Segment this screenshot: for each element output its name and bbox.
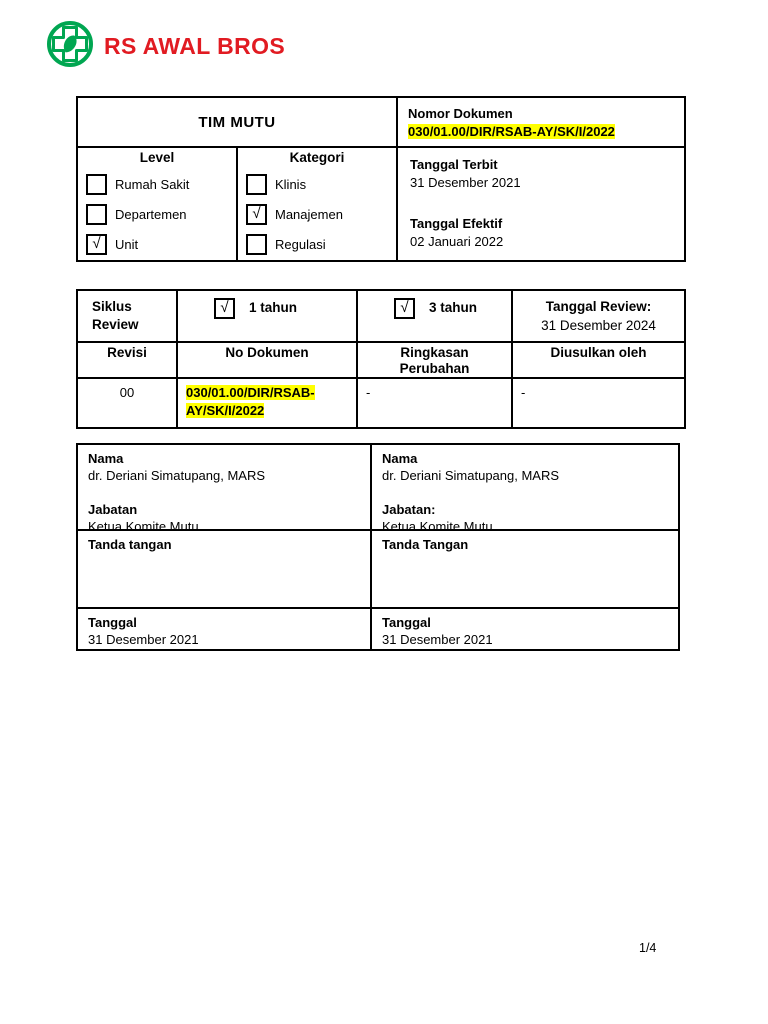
kategori-option-regulasi [246, 234, 396, 255]
hospital-logo-icon [46, 20, 94, 73]
checkbox-label: 1 tahun [249, 300, 298, 315]
departemen-checkbox [86, 204, 107, 225]
page-number: 1/4 [639, 941, 657, 955]
document-title: TIM MUTU [78, 98, 398, 148]
signature-right-cell [372, 531, 678, 609]
tanggal-value: 31 Desember 2021 [88, 632, 199, 648]
table-row-ringkasan: - [358, 379, 513, 427]
level-option-unit [86, 234, 236, 255]
unit-checkbox [86, 234, 107, 255]
nama-value: dr. Deriani Simatupang, MARS [88, 468, 266, 484]
nomor-dokumen-value: 030/01.00/DIR/RSAB-AY/SK/I/2022 [408, 124, 615, 140]
kategori-label: Kategori [289, 150, 345, 165]
jabatan-value: Ketua Komite Mutu [88, 519, 199, 535]
review-period-1-tahun [178, 291, 358, 343]
tanggal-review-value: 31 Desember 2024 [541, 317, 656, 333]
column-header-revisi: Revisi [78, 343, 178, 379]
table-row-revisi: 00 [78, 379, 178, 427]
checkbox-label: 3 tahun [429, 300, 478, 315]
column-header-ringkasan-perubahan: Ringkasan Perubahan [358, 343, 513, 379]
signature-left-cell [78, 531, 372, 609]
spacer [410, 191, 672, 215]
checkmark: √ [92, 235, 101, 252]
spacer [88, 484, 360, 501]
date-left-cell [78, 609, 372, 649]
nomor-dokumen-label: Nomor Dokumen [408, 106, 513, 121]
no-dokumen-highlighted-value: 030/01.00/DIR/RSAB-AY/SK/I/2022 [186, 385, 315, 418]
approver-right-identity [372, 445, 678, 535]
column-header-no-dokumen: No Dokumen [178, 343, 358, 379]
tanggal-efektif-label: Tanggal Efektif [410, 216, 503, 232]
kategori-option-klinis [246, 174, 396, 195]
nama-label: Nama [88, 451, 124, 466]
siklus-review-label: Siklus Review [78, 291, 178, 343]
brand-name: RS AWAL BROS [104, 33, 286, 59]
approver-left-identity [78, 445, 372, 535]
document-header-table [76, 96, 686, 262]
column-header-diusulkan-oleh: Diusulkan oleh [513, 343, 684, 379]
jabatan-label: Jabatan [88, 502, 138, 518]
approval-table [76, 443, 680, 651]
nomor-dokumen-cell [398, 98, 684, 148]
checkbox-label: Rumah Sakit [115, 177, 190, 192]
checkmark: √ [220, 299, 229, 316]
tanggal-terbit-label: Tanggal Terbit [410, 157, 498, 172]
nama-label: Nama [382, 451, 418, 466]
tanggal-terbit-value: 31 Desember 2021 [410, 174, 521, 190]
1-tahun-checkbox [214, 298, 235, 319]
level-option-rumah-sakit [86, 174, 236, 195]
table-row-diusulkan: - [521, 385, 526, 400]
kategori-option-manajemen [246, 204, 396, 225]
review-table [76, 289, 686, 429]
checkbox-label: Departemen [115, 207, 187, 222]
level-cell [78, 148, 238, 260]
date-right-cell [372, 609, 678, 649]
spacer [382, 484, 668, 501]
checkbox-label: Regulasi [275, 237, 326, 252]
dates-cell [398, 148, 684, 260]
tanggal-review-cell [513, 291, 684, 343]
level-option-departemen [86, 204, 236, 225]
review-period-3-tahun [358, 291, 513, 343]
rumah-sakit-checkbox [86, 174, 107, 195]
manajemen-checkbox [246, 204, 267, 225]
jabatan-value: Ketua Komite Mutu [382, 519, 493, 535]
checkmark: √ [252, 205, 261, 222]
tanggal-efektif-value: 02 Januari 2022 [410, 233, 504, 249]
level-label: Level [139, 150, 175, 165]
tanda-tangan-label: Tanda Tangan [382, 537, 469, 552]
tanggal-review-label: Tanggal Review: [545, 299, 652, 314]
checkbox-label: Unit [115, 237, 139, 252]
checkbox-label: Manajemen [275, 207, 343, 222]
regulasi-checkbox [246, 234, 267, 255]
jabatan-label: Jabatan: [382, 502, 436, 518]
tanggal-label: Tanggal [88, 615, 137, 630]
checkbox-label: Klinis [275, 177, 307, 192]
tanggal-label: Tanggal [382, 615, 431, 630]
3-tahun-checkbox [394, 298, 415, 319]
table-row-no-dokumen [178, 379, 358, 427]
nama-value: dr. Deriani Simatupang, MARS [382, 468, 560, 484]
kategori-cell [238, 148, 398, 260]
tanggal-value: 31 Desember 2021 [382, 632, 493, 648]
checkmark: √ [400, 299, 409, 316]
brand-header [46, 20, 285, 73]
tanda-tangan-label: Tanda tangan [88, 537, 172, 552]
klinis-checkbox [246, 174, 267, 195]
